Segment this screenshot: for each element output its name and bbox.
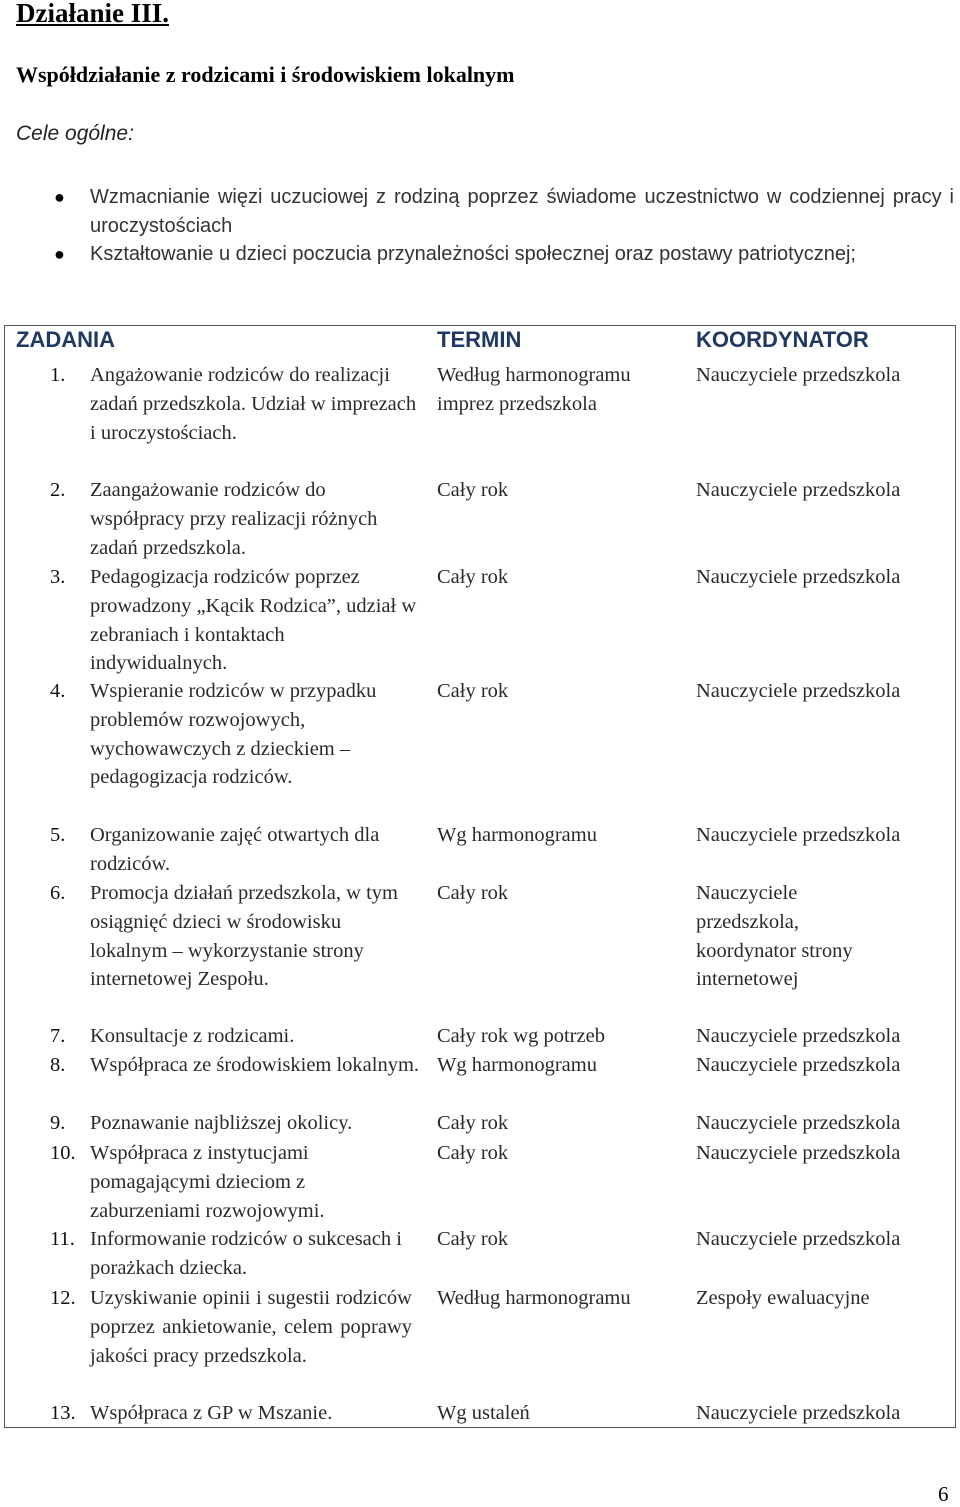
- row-number: 8.: [50, 1054, 66, 1076]
- row-number: 13.: [50, 1402, 76, 1424]
- row-number: 11.: [50, 1228, 75, 1250]
- row-term: Wg harmonogramu: [437, 1054, 597, 1076]
- row-term: Wg ustaleń: [437, 1402, 530, 1424]
- section-heading: Współdziałanie z rodzicami i środowiskiem lokalnym: [16, 62, 515, 87]
- bullet-icon: ●: [54, 187, 65, 207]
- row-number: 3.: [50, 566, 66, 588]
- section-title: Działanie III.: [16, 0, 170, 28]
- goal-text: Wzmacnianie więzi uczuciowej z rodziną poprzez świadome uczestnictwo w codziennej pracy i uroczystościach: [90, 186, 954, 237]
- row-coordinator: Nauczyciele przedszkola: [696, 1054, 901, 1076]
- row-term: Cały rok: [437, 1112, 509, 1134]
- row-number: 6.: [50, 882, 66, 904]
- row-coordinator: Nauczyciele przedszkola: [696, 1142, 901, 1164]
- row-term: Cały rok: [437, 680, 509, 702]
- row-coordinator: Nauczyciele przedszkola: [696, 566, 901, 588]
- row-number: 4.: [50, 680, 66, 702]
- row-number: 9.: [50, 1112, 66, 1134]
- row-coordinator: Nauczyciele przedszkola: [696, 824, 901, 846]
- row-task: Wspieranie rodziców w przypadku problemów rozwojowych, wychowawczych z dzieckiem – pedagogizacja rodziców.: [90, 680, 377, 789]
- header-tasks: ZADANIA: [16, 327, 115, 352]
- row-task: Zaangażowanie rodziców do współpracy przy realizacji różnych zadań przedszkola.: [90, 479, 378, 559]
- row-coordinator: Nauczyciele przedszkola: [696, 1025, 901, 1047]
- row-term: Cały rok wg potrzeb: [437, 1025, 605, 1047]
- row-coordinator: Nauczyciele przedszkola: [696, 364, 901, 386]
- row-task: Informowanie rodziców o sukcesach i porażkach dziecka.: [90, 1228, 402, 1279]
- row-number: 10.: [50, 1142, 76, 1164]
- row-term: Cały rok: [437, 882, 509, 904]
- row-term: Według harmonogramu: [437, 1287, 631, 1309]
- row-coordinator: Nauczyciele przedszkola: [696, 1228, 901, 1250]
- row-number: 2.: [50, 479, 66, 501]
- goal-item: [54, 240, 954, 269]
- row-term: Według harmonogramu imprez przedszkola: [437, 364, 631, 415]
- row-coordinator: Zespoły ewaluacyjne: [696, 1287, 870, 1309]
- row-task: Uzyskiwanie opinii i sugestii rodziców poprzez ankietowanie, celem poprawy jakości pracy przedszkola.: [90, 1287, 412, 1367]
- row-task: Organizowanie zajęć otwartych dla rodziców.: [90, 824, 380, 875]
- row-coordinator: Nauczyciele przedszkola: [696, 1402, 901, 1424]
- header-coordinator: KOORDYNATOR: [696, 327, 869, 352]
- goal-text: Kształtowanie u dzieci poczucia przynależności społecznej oraz postawy patriotycznej;: [90, 243, 856, 265]
- row-coordinator: Nauczyciele przedszkola: [696, 680, 901, 702]
- row-task: Angażowanie rodziców do realizacji zadań przedszkola. Udział w imprezach i uroczystościach.: [90, 364, 417, 444]
- row-number: 7.: [50, 1025, 66, 1047]
- header-term: TERMIN: [437, 327, 522, 352]
- row-term: Cały rok: [437, 1142, 509, 1164]
- row-task: Pedagogizacja rodziców poprzez prowadzony „Kącik Rodzica”, udział w zebraniach i kontaktach indywidualnych.: [90, 566, 417, 675]
- goals-label: Cele ogólne:: [16, 122, 134, 145]
- row-task: Współpraca z instytucjami pomagającymi dzieciom z zaburzeniami rozwojowymi.: [90, 1142, 325, 1222]
- bullet-icon: ●: [54, 244, 65, 264]
- row-term: Cały rok: [437, 566, 509, 588]
- row-task: Poznawanie najbliższej okolicy.: [90, 1112, 353, 1134]
- row-term: Cały rok: [437, 1228, 509, 1250]
- row-number: 5.: [50, 824, 66, 846]
- row-coordinator: Nauczyciele przedszkola: [696, 479, 901, 501]
- row-task: Współpraca ze środowiskiem lokalnym.: [90, 1054, 420, 1076]
- row-term: Cały rok: [437, 479, 509, 501]
- row-term: Wg harmonogramu: [437, 824, 597, 846]
- page-number: 6: [938, 1482, 949, 1506]
- row-task: Konsultacje z rodzicami.: [90, 1025, 295, 1047]
- row-coordinator: Nauczyciele przedszkola, koordynator strony internetowej: [696, 882, 853, 991]
- row-task: Współpraca z GP w Mszanie.: [90, 1402, 333, 1424]
- row-number: 1.: [50, 364, 66, 386]
- row-number: 12.: [50, 1287, 76, 1309]
- goals-list: [54, 183, 954, 269]
- row-coordinator: Nauczyciele przedszkola: [696, 1112, 901, 1134]
- goal-item: [54, 183, 954, 240]
- row-task: Promocja działań przedszkola, w tym osiągnięć dzieci w środowisku lokalnym – wykorzystanie strony internetowej Zespołu.: [90, 882, 398, 991]
